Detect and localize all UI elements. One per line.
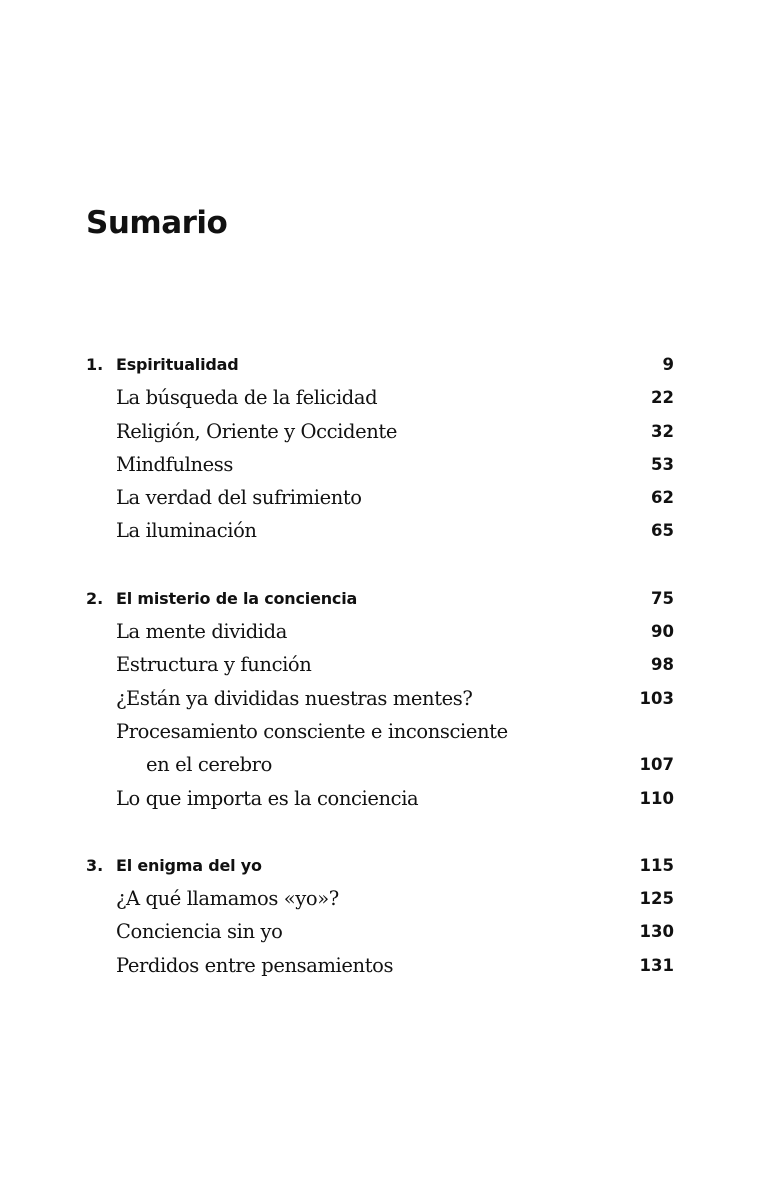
chapter-title: Espiritualidad — [116, 355, 239, 374]
page-number: 115 — [639, 855, 674, 875]
page-number: 90 — [651, 622, 674, 642]
toc-section-continuation-row[interactable] — [86, 752, 674, 785]
page-number: 110 — [639, 788, 674, 808]
toc-section-row[interactable] — [86, 385, 674, 418]
toc-chapter-3 — [86, 853, 674, 986]
toc-section-row[interactable] — [86, 452, 674, 485]
toc-chapter-1 — [86, 352, 674, 552]
toc-section-row[interactable] — [86, 786, 674, 819]
page-number: 53 — [651, 454, 674, 474]
section-title: Perdidos entre pensamientos — [116, 953, 394, 977]
chapter-number: 1. — [86, 355, 104, 374]
section-title: Mindfulness — [116, 452, 233, 476]
page-number: 75 — [651, 588, 674, 608]
table-of-contents — [86, 352, 674, 1020]
toc-chapter-row[interactable] — [86, 853, 674, 886]
page-number: 9 — [662, 355, 674, 374]
section-title: ¿Están ya divididas nuestras mentes? — [116, 686, 473, 710]
page-number: 103 — [639, 688, 674, 708]
page-title: Sumario — [86, 205, 228, 241]
toc-section-row[interactable] — [86, 953, 674, 986]
section-title: Estructura y función — [116, 653, 312, 677]
toc-section-row[interactable] — [86, 619, 674, 652]
toc-section-row[interactable] — [86, 419, 674, 452]
toc-section-row[interactable] — [86, 886, 674, 919]
toc-section-row[interactable] — [86, 485, 674, 518]
section-title: Procesamiento consciente e inconsciente — [116, 719, 508, 743]
chapter-number: 3. — [86, 855, 104, 875]
section-title: Conciencia sin yo — [116, 920, 283, 944]
page-number: 32 — [651, 421, 674, 441]
section-title: La mente dividida — [116, 620, 287, 644]
section-title: La búsqueda de la felicidad — [116, 386, 378, 410]
toc-section-row[interactable] — [86, 686, 674, 719]
toc-chapter-row[interactable] — [86, 586, 674, 619]
page-number: 131 — [639, 955, 674, 975]
chapter-number: 2. — [86, 588, 104, 608]
toc-section-row[interactable] — [86, 919, 674, 952]
section-title: Religión, Oriente y Occidente — [116, 419, 397, 443]
section-title: La iluminación — [116, 519, 257, 543]
page-number: 65 — [651, 521, 674, 541]
section-title: La verdad del sufrimiento — [116, 486, 362, 510]
page-number: 130 — [639, 922, 674, 942]
page-number: 125 — [639, 889, 674, 909]
page-number: 22 — [651, 388, 674, 408]
page-number: 62 — [651, 488, 674, 508]
chapter-title: El enigma del yo — [116, 855, 262, 875]
section-title: Lo que importa es la conciencia — [116, 786, 419, 810]
toc-section-row[interactable] — [86, 652, 674, 685]
page-number: 98 — [651, 655, 674, 675]
section-title: ¿A qué llamamos «yo»? — [116, 887, 339, 911]
toc-chapter-row[interactable] — [86, 352, 674, 385]
chapter-title: El misterio de la conciencia — [116, 588, 358, 608]
section-title-continuation: en el cerebro — [146, 753, 272, 777]
toc-chapter-2 — [86, 586, 674, 819]
toc-section-row[interactable] — [86, 719, 674, 752]
toc-section-row[interactable] — [86, 518, 674, 551]
page-number: 107 — [639, 755, 674, 775]
